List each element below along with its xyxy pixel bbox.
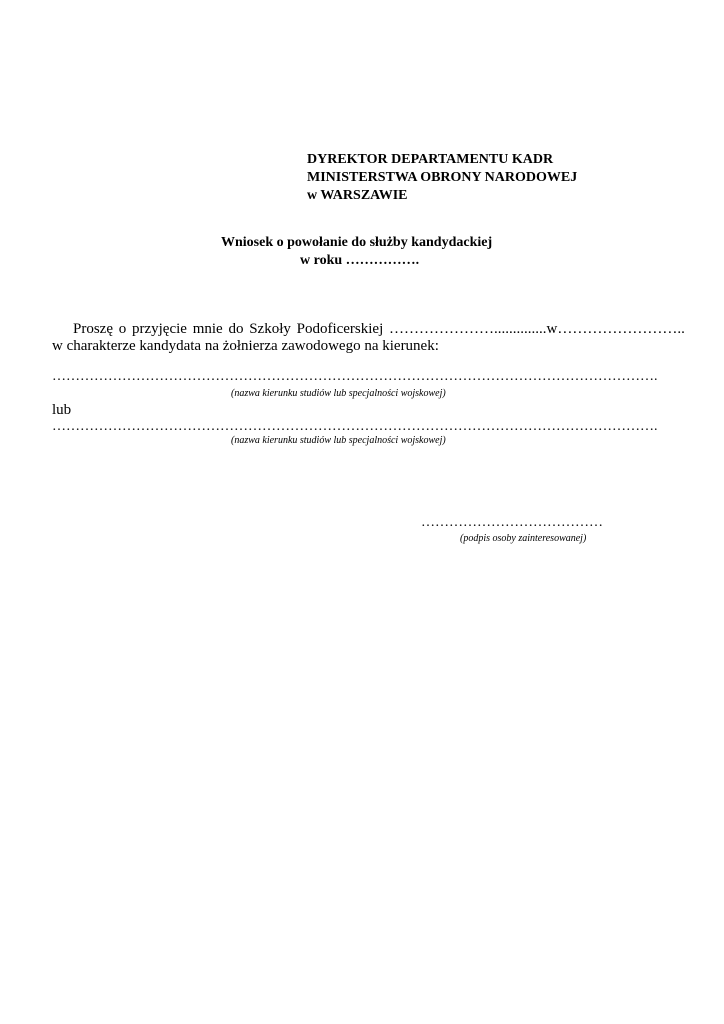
signature-blank: …………………………………	[421, 515, 603, 530]
document-title-year: w roku …………….	[300, 253, 420, 268]
or-separator: lub	[52, 402, 72, 418]
document-title: Wniosek o powołanie do służby kandydackiej	[221, 235, 493, 250]
signature-caption: (podpis osoby zainteresowanej)	[460, 533, 587, 544]
field-of-study-blank-2: ………………………………………………………………………………………………………………….	[52, 419, 658, 434]
addressee-line-3: w WARSZAWIE	[307, 188, 408, 203]
request-text-line-2: w charakterze kandydata na żołnierza zawodowego na kierunek:	[52, 338, 439, 354]
request-text-line-1: Proszę o przyjęcie mnie do Szkoły Podoficerskiej …………………..............w……………………..	[73, 321, 685, 337]
addressee-line-1: DYREKTOR DEPARTAMENTU KADR	[307, 152, 554, 167]
addressee-block	[307, 151, 577, 205]
addressee-line-2: MINISTERSTWA OBRONY NARODOWEJ	[307, 170, 578, 185]
field-of-study-blank-1: ………………………………………………………………………………………………………………….	[52, 369, 658, 384]
field-of-study-caption-1: (nazwa kierunku studiów lub specjalności wojskowej)	[231, 388, 446, 399]
field-of-study-caption-2: (nazwa kierunku studiów lub specjalności wojskowej)	[231, 435, 446, 446]
